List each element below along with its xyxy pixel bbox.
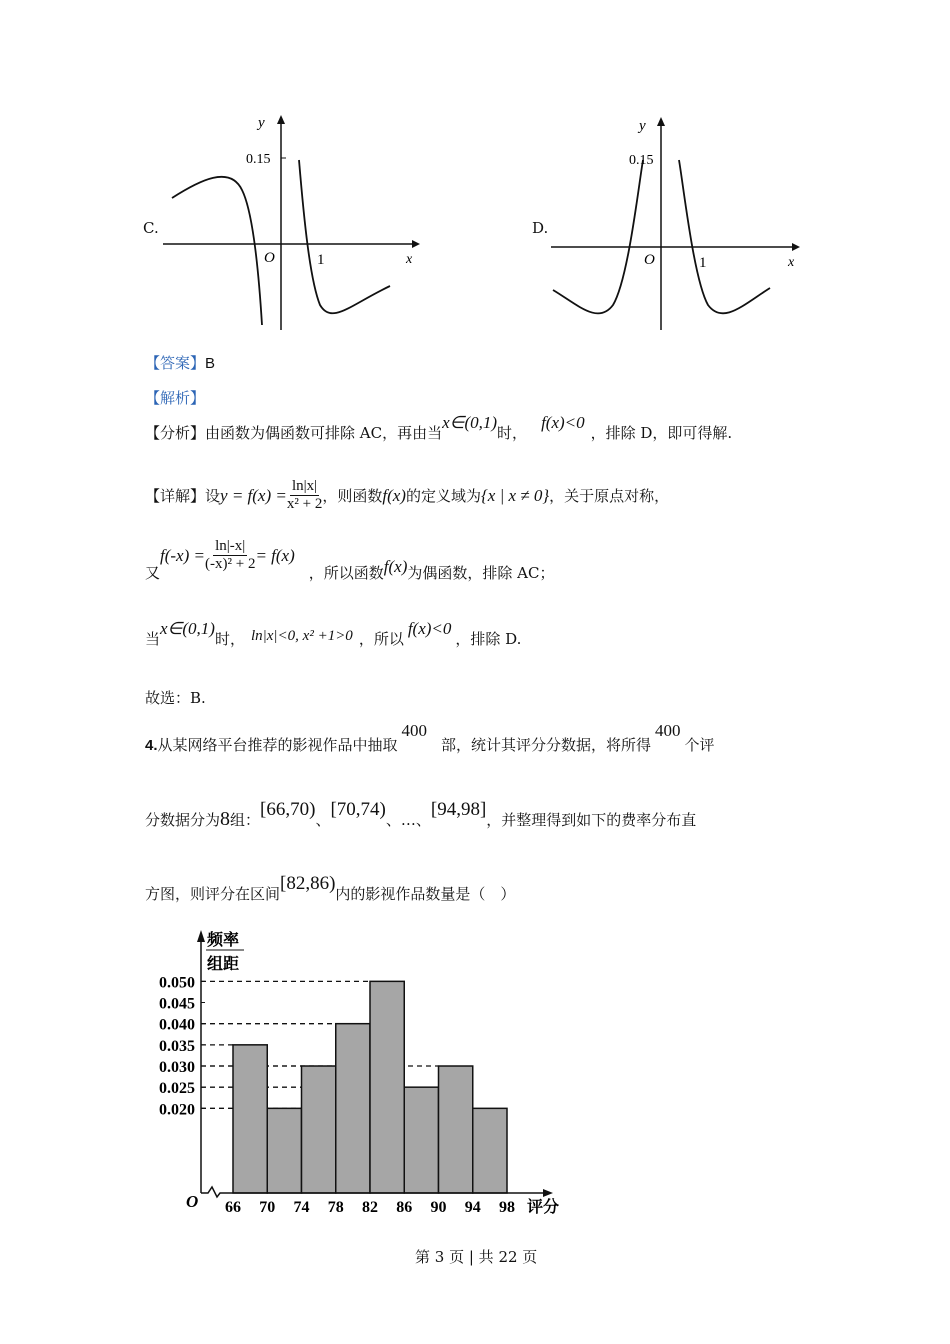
- math: = f(x): [255, 545, 295, 565]
- y-label-bottom: 组距: [207, 956, 240, 973]
- answer-line: [145, 352, 215, 373]
- y-tick-label: 0.050: [159, 974, 195, 992]
- math: y = f(x) =: [220, 485, 287, 505]
- tick-y-015: 0.15: [246, 152, 271, 167]
- y-tick-label: 0.045: [159, 995, 195, 1013]
- text: 时，: [214, 630, 245, 648]
- curve-right: [299, 160, 390, 313]
- x-axis-arrow-icon: [543, 1189, 553, 1197]
- text: 又: [145, 564, 161, 582]
- x-axis-arrow-icon: [412, 240, 420, 248]
- text: 时，: [497, 424, 528, 442]
- text: 组：: [230, 811, 261, 829]
- number: 8: [220, 808, 231, 830]
- text: 由函数为偶函数可排除 AC，再由当: [205, 424, 443, 442]
- interval: [66,70): [260, 799, 316, 820]
- denominator: x² + 2: [286, 496, 323, 512]
- question-number: 4.: [145, 737, 158, 754]
- detail-line: [145, 478, 669, 513]
- x-axis-arrow-icon: [792, 243, 800, 251]
- histogram-bar: [233, 1045, 267, 1193]
- math: f(x): [382, 485, 406, 505]
- y-tick-label: 0.035: [159, 1037, 195, 1055]
- curve-right: [679, 160, 770, 313]
- text: 、…、: [385, 811, 431, 829]
- tick-x-1: 1: [317, 252, 325, 268]
- y-tick-label: 0.040: [159, 1016, 195, 1034]
- text: 为偶函数，排除 AC；: [407, 564, 555, 582]
- conclusion: 故选：B.: [145, 689, 206, 707]
- y-label: y: [258, 115, 265, 131]
- math: x∈(0,1): [160, 619, 215, 638]
- y-tick-label: 0.030: [159, 1059, 195, 1077]
- x-tick-label: 74: [293, 1199, 310, 1216]
- histogram-bar: [336, 1024, 370, 1193]
- interval: [82,86): [280, 873, 336, 894]
- text: 当: [145, 630, 161, 648]
- denominator: (-x)² + 2: [205, 556, 256, 572]
- tick-y-015: 0.15: [629, 153, 654, 168]
- text: 部，统计其评分分数据，将所得: [441, 736, 652, 754]
- origin-label: O: [644, 252, 655, 268]
- math: {x | x ≠ 0}: [480, 485, 550, 505]
- text: 分数据分为: [145, 811, 221, 829]
- question-line-1: [145, 721, 715, 755]
- math: f(x): [383, 557, 408, 576]
- math: ln|x|<0, x² +1>0: [250, 628, 353, 644]
- even-line: [145, 538, 554, 583]
- histogram-bar: [404, 1087, 438, 1193]
- frequency-histogram: [0, 920, 600, 1220]
- text: ，则函数: [322, 487, 383, 505]
- number: 400: [655, 721, 681, 740]
- math: f(x)<0: [541, 413, 585, 432]
- origin-label: O: [264, 250, 275, 266]
- option-d-label: D.: [532, 219, 549, 237]
- interval: [94,98]: [430, 799, 487, 820]
- histogram-bar: [473, 1108, 507, 1193]
- fenxi-tag: 【分析】: [145, 424, 206, 442]
- y-label: y: [639, 118, 646, 134]
- x-tick-label: 86: [396, 1199, 413, 1216]
- numerator: ln|x|: [292, 478, 318, 494]
- x-tick-label: 94: [464, 1199, 481, 1216]
- math: f(-x) =: [160, 545, 205, 565]
- text: ，并整理得到如下的费率分布直: [486, 811, 697, 829]
- text: ，排除 D.: [455, 630, 522, 648]
- fraction: [287, 478, 322, 513]
- question-line-3: [145, 873, 516, 905]
- curve-left: [553, 160, 643, 313]
- x-tick-label: 98: [499, 1199, 515, 1216]
- answer-tag: 【答案】: [145, 354, 206, 372]
- math: x∈(0,1): [442, 413, 498, 432]
- y-axis-arrow-icon: [657, 117, 665, 126]
- x-tick-label: 70: [259, 1199, 276, 1216]
- x-tick-label: 78: [327, 1199, 344, 1216]
- x-tick-label: 90: [430, 1199, 447, 1216]
- graph-c: [160, 110, 420, 340]
- text: ，排除 D，即可得解.: [590, 424, 733, 442]
- numerator: ln|-x|: [215, 538, 246, 554]
- y-tick-label: 0.025: [159, 1080, 195, 1098]
- histogram-bar: [302, 1066, 336, 1193]
- x-label: x: [788, 255, 795, 270]
- text: 的定义域为: [405, 487, 481, 505]
- graph-d: [548, 110, 808, 340]
- text: ，所以函数: [308, 564, 384, 582]
- answer-value: B: [205, 355, 216, 372]
- y-label-top: 频率: [207, 932, 240, 949]
- fraction: [205, 538, 255, 573]
- text: 内的影视作品数量是（ ）: [335, 885, 516, 903]
- histogram-bar: [439, 1066, 473, 1193]
- origin-label: O: [186, 1192, 199, 1211]
- page-footer: 第 3 页 | 共 22 页: [415, 1248, 538, 1266]
- x-label: x: [406, 252, 413, 267]
- y-tick-label: 0.020: [159, 1101, 195, 1119]
- x-tick-label: 66: [225, 1199, 241, 1216]
- number: 400: [401, 721, 428, 740]
- question-line-2: [145, 799, 697, 831]
- y-axis-arrow-icon: [277, 115, 285, 124]
- math: f(x)<0: [407, 619, 452, 638]
- x-axis-label: 评分: [527, 1199, 560, 1216]
- analysis-line: [145, 413, 733, 443]
- curve-left: [172, 177, 262, 325]
- text: 方图，则评分在区间: [145, 885, 281, 903]
- option-c-label: C.: [143, 219, 159, 237]
- text: 、: [315, 811, 331, 829]
- x-tick-label: 82: [362, 1199, 378, 1216]
- y-axis-arrow-icon: [197, 930, 205, 942]
- text: 设: [205, 487, 221, 505]
- text: 个评: [684, 736, 715, 754]
- analysis-tag: 【解析】: [145, 389, 206, 407]
- text: ，关于原点对称，: [549, 487, 670, 505]
- text: 从某网络平台推荐的影视作品中抽取: [157, 736, 398, 754]
- histogram-bar: [267, 1108, 301, 1193]
- histogram-bar: [370, 981, 404, 1193]
- interval-line: [145, 619, 522, 649]
- xiangjie-tag: 【详解】: [145, 487, 206, 505]
- tick-x-1: 1: [699, 255, 707, 271]
- text: ，所以: [358, 630, 404, 648]
- interval: [70,74): [330, 799, 386, 820]
